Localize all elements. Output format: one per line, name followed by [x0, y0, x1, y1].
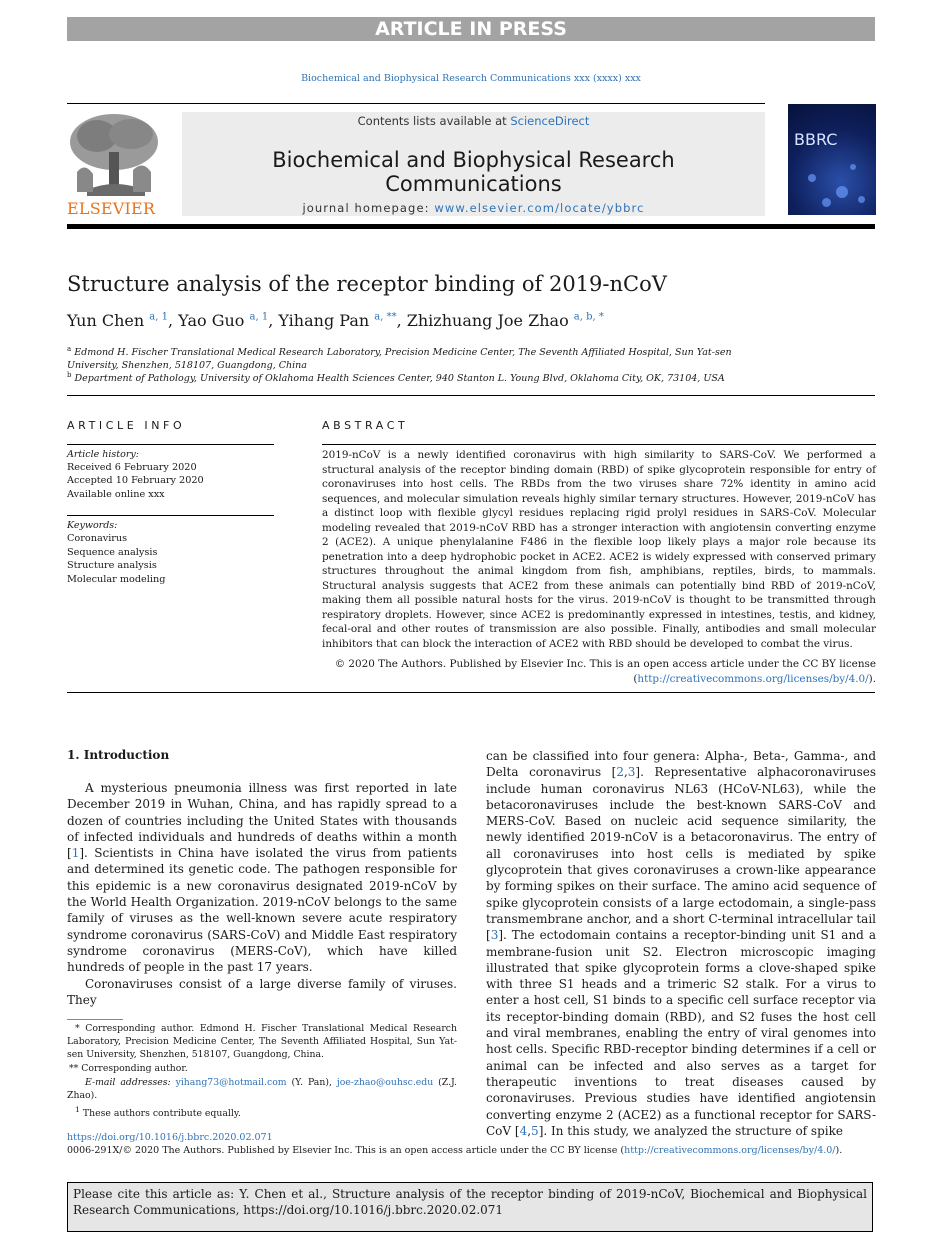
keywords-rule [67, 515, 274, 516]
abstract-heading: ABSTRACT [322, 419, 409, 432]
keywords-label: Keywords: [67, 520, 118, 531]
citation-box: Please cite this article as: Y. Chen et al., Structure analysis of the receptor binding of 2019-nCoV, Biochemical and Biophysical Research Communications, https://doi.org/10.1016/j.bbrc.2020.02.071 [67, 1182, 873, 1232]
intro-left-column [67, 780, 457, 1008]
affiliation-b [67, 369, 767, 385]
email-owner: (Z.J. Zhao). [67, 1077, 457, 1101]
history-label: Article history: [67, 449, 139, 460]
author-name[interactable]: Zhizhuang Joe Zhao [406, 311, 569, 330]
journal-title: Biochemical and Biophysical Research Communications [272, 148, 675, 196]
homepage-prefix: journal homepage: [302, 201, 435, 215]
intro-right-column [486, 748, 876, 1139]
paragraph [67, 780, 457, 976]
author-marks[interactable]: a, 1 [249, 311, 269, 323]
journal-cover-image[interactable] [788, 104, 876, 215]
footnote-mark: 1 [75, 1105, 80, 1114]
article-info-heading: ARTICLE INFO [67, 419, 186, 432]
keyword: Molecular modeling [67, 574, 166, 585]
header-rule [67, 103, 765, 104]
abstract-copyright: © 2020 The Authors. Published by Elsevier Inc. This is an open access article under the CC BY license [334, 658, 876, 670]
author-list: Yun Chen $^{a, 1}$, Yao Guo $^{a, 1}$, Yihang Pan $^{a, **}$, Zhizhuang Joe Zhao $^{a, b, *}$ [67, 311, 604, 330]
footnote-corresponding: * Corresponding author. Edmond H. Fischer Translational Medical Research Laboratory, Precision Medicine Center, The Seventh Affiliated Hospital, Sun Yat-sen University, Shenzhen, 518107, Guangdong, China. [67, 1023, 457, 1060]
license-link[interactable]: http://creativecommons.org/licenses/by/4.0/ [637, 673, 869, 685]
header-thick-rule [67, 224, 875, 229]
citation-link[interactable]: 2 [616, 765, 624, 780]
affiliation-mark: a [67, 345, 72, 353]
author-name[interactable]: Yun Chen [67, 311, 145, 330]
abstract-bottom-rule [67, 692, 875, 693]
email-link[interactable]: joe-zhao@ouhsc.edu [336, 1077, 434, 1088]
abstract-text: 2019-nCoV is a newly identified coronavirus with high similarity to SARS-CoV. We performed a structural analysis of the receptor binding domain (RBD) of spike glycoprotein responsible for entry of coronaviruses into host cells. The RBDs from the two viruses share 72% identity in amino acid sequences, and molecular simulation reveals highly similar ternary structures. However, 2019-nCoV has a distinct loop with flexible glycyl residues replacing rigid prolyl residues in SARS-CoV. Molecular modeling revealed that 2019-nCoV RBD has a stronger interaction with angiotensin converting enzyme 2 (ACE2). A unique phenylalanine F486 in the flexible loop likely plays a major role because its penetration into a deep hydrophobic pocket in ACE2. ACE2 is widely expressed with conserved primary structures throughout the animal kingdom from fish, amphibians, reptiles, birds, to mammals. Structural analysis suggests that ACE2 from these animals can potentially bind RBD of 2019-nCoV, making them all possible natural hosts for the virus. 2019-nCoV is thought to be transmitted through respiratory droplets. However, since ACE2 is predominantly expressed in intestines, testis, and kidney, fecal-oral and other routes of transmission are also possible. Finally, antibodies and small molecular inhibitors that can block the interaction of ACE2 with RBD should be developed to combat the virus. [322, 449, 876, 650]
email-owner: (Y. Pan), [286, 1077, 337, 1088]
issn-end: ). [835, 1145, 843, 1156]
section-heading-introduction: 1. Introduction [67, 748, 170, 762]
sciencedirect-link[interactable]: ScienceDirect [510, 114, 590, 128]
author-marks[interactable]: a, b, * [573, 311, 604, 323]
citation-link[interactable]: 1 [71, 846, 80, 861]
article-info-rule [67, 444, 274, 445]
footnote-equal [75, 1103, 465, 1120]
online-date: Available online xxx [67, 489, 165, 500]
article-title: Structure analysis of the receptor binding of 2019-nCoV [67, 272, 667, 296]
keyword: Sequence analysis [67, 547, 158, 558]
license-link[interactable]: http://creativecommons.org/licenses/by/4.0/ [624, 1145, 836, 1156]
text-run: , [623, 765, 628, 780]
footnote-text: These authors contribute equally. [82, 1108, 241, 1120]
contents-line [182, 114, 765, 128]
accepted-date: Accepted 10 February 2020 [67, 475, 204, 486]
author-marks[interactable]: a, ** [374, 311, 397, 323]
issn-line [67, 1145, 842, 1156]
citation-link[interactable]: 4 [519, 1123, 528, 1138]
issn-text: 0006-291X/© 2020 The Authors. Published by Elsevier Inc. This is an open access article under the CC BY license ( [67, 1145, 625, 1156]
license-line: (http://creativecommons.org/licenses/by/4.0/). [633, 673, 876, 685]
footnote-corresponding-2: ** Corresponding author. [69, 1063, 188, 1074]
paragraph [486, 748, 876, 1139]
citation-link[interactable]: 3 [627, 765, 636, 780]
text-run: can be classified into four genera: Alpha-, Beta-, Gamma-, and Delta coronavirus [ [486, 749, 876, 780]
contents-prefix: Contents lists available at [357, 114, 511, 128]
keyword: Coronavirus [67, 533, 128, 544]
cover-title: BBRC [794, 130, 838, 149]
footnote-rule [67, 1019, 123, 1020]
paragraph: Coronaviruses consist of a large diverse family of viruses. They [67, 976, 457, 1007]
affiliation-rule [67, 395, 875, 396]
author-name[interactable]: Yao Guo [178, 311, 245, 330]
text-run: ]. Scientists in China have isolated the virus from patients and determined its genetic code. The pathogen responsible for this epidemic is a new coronavirus designated 2019-nCoV by the World Health Organization. 2019-nCoV belongs to the same family of viruses as the well-known severe acute respiratory syndrome coronavirus (SARS-CoV) and Middle East respiratory syndrome coronavirus (MERS-CoV), which have killed hundreds of people in the past 17 years. [67, 846, 457, 975]
citation-link[interactable]: 5 [531, 1123, 539, 1138]
doi-link[interactable]: https://doi.org/10.1016/j.bbrc.2020.02.071 [67, 1132, 273, 1143]
text-run: ]. Representative alphacoronaviruses include human coronavirus NL63 (HCoV-NL63), while the betacoronaviruses include the best-known SARS-CoV and MERS-CoV. Based on nucleic acid sequence similarity, the newly identified 2019-nCoV is a betacoronavirus. The entry of all coronaviruses into host cells is mediated by spike glycoprotein that gives coronaviruses a crown-like appearance by forming spikes on their surface. The amino acid sequence of spike glycoprotein consists of a large ectodomain, a single-pass transmembrane anchor, and a short C-terminal intracellular tail [ [486, 765, 876, 943]
article-in-press-banner: ARTICLE IN PRESS [67, 17, 875, 41]
affiliation-a [67, 343, 767, 372]
text-run: , [527, 1123, 532, 1138]
keyword: Structure analysis [67, 560, 157, 571]
footnote-emails [67, 1076, 457, 1102]
author-marks[interactable]: a, 1 [149, 311, 168, 323]
journal-reference-link[interactable]: Biochemical and Biophysical Research Communications xxx (xxxx) xxx [301, 73, 641, 84]
homepage-line [182, 201, 765, 215]
affiliation-mark: b [67, 371, 72, 379]
email-label: E-mail addresses: [85, 1077, 176, 1088]
text-run: ]. In this study, we analyzed the structure of spike [538, 1123, 843, 1138]
elsevier-wordmark: ELSEVIER [67, 199, 156, 218]
affiliation-text: Department of Pathology, University of Oklahoma Health Sciences Center, 940 Stanton L. Young Blvd, Oklahoma City, OK, 73104, USA [74, 373, 725, 385]
abstract-rule [322, 444, 876, 445]
email-link[interactable]: yihang73@hotmail.com [175, 1077, 287, 1088]
homepage-link[interactable]: www.elsevier.com/locate/ybbrc [434, 201, 645, 215]
affiliation-text: Edmond H. Fischer Translational Medical Research Laboratory, Precision Medicine Center, The Seventh Affiliated Hospital, Sun Yat-sen University, Shenzhen, 518107, Guangdong, China [67, 347, 732, 372]
text-run: ]. The ectodomain contains a receptor-binding unit S1 and a membrane-fusion unit S2. Electron microscopic imaging illustrated that spike glycoprotein forms a clove-shaped spike with three S1 heads and a trimeric S2 stalk. For a virus to enter a host cell, S1 binds to a specific cell surface receptor via its receptor-binding domain (RBD), and S2 fuses the host cell and viral membranes, enabling the entry of viral genomes into host cells. Specific RBD-receptor binding determines if a cell or animal can be infected and also serves as a target for therapeutic inventions to treat diseases caused by coronaviruses. Previous studies have identified angiotensin converting enzyme 2 (ACE2) as a functional receptor for SARS-CoV [ [486, 928, 876, 1138]
author-name[interactable]: Yihang Pan [278, 311, 370, 330]
citation-link[interactable]: 3 [490, 928, 499, 943]
text-run: A mysterious pneumonia illness was first reported in late December 2019 in Wuhan, China, and has rapidly spread to a dozen of countries including the United States with thousands of infected individuals and hundreds of deaths within a month [ [67, 781, 457, 861]
received-date: Received 6 February 2020 [67, 462, 197, 473]
